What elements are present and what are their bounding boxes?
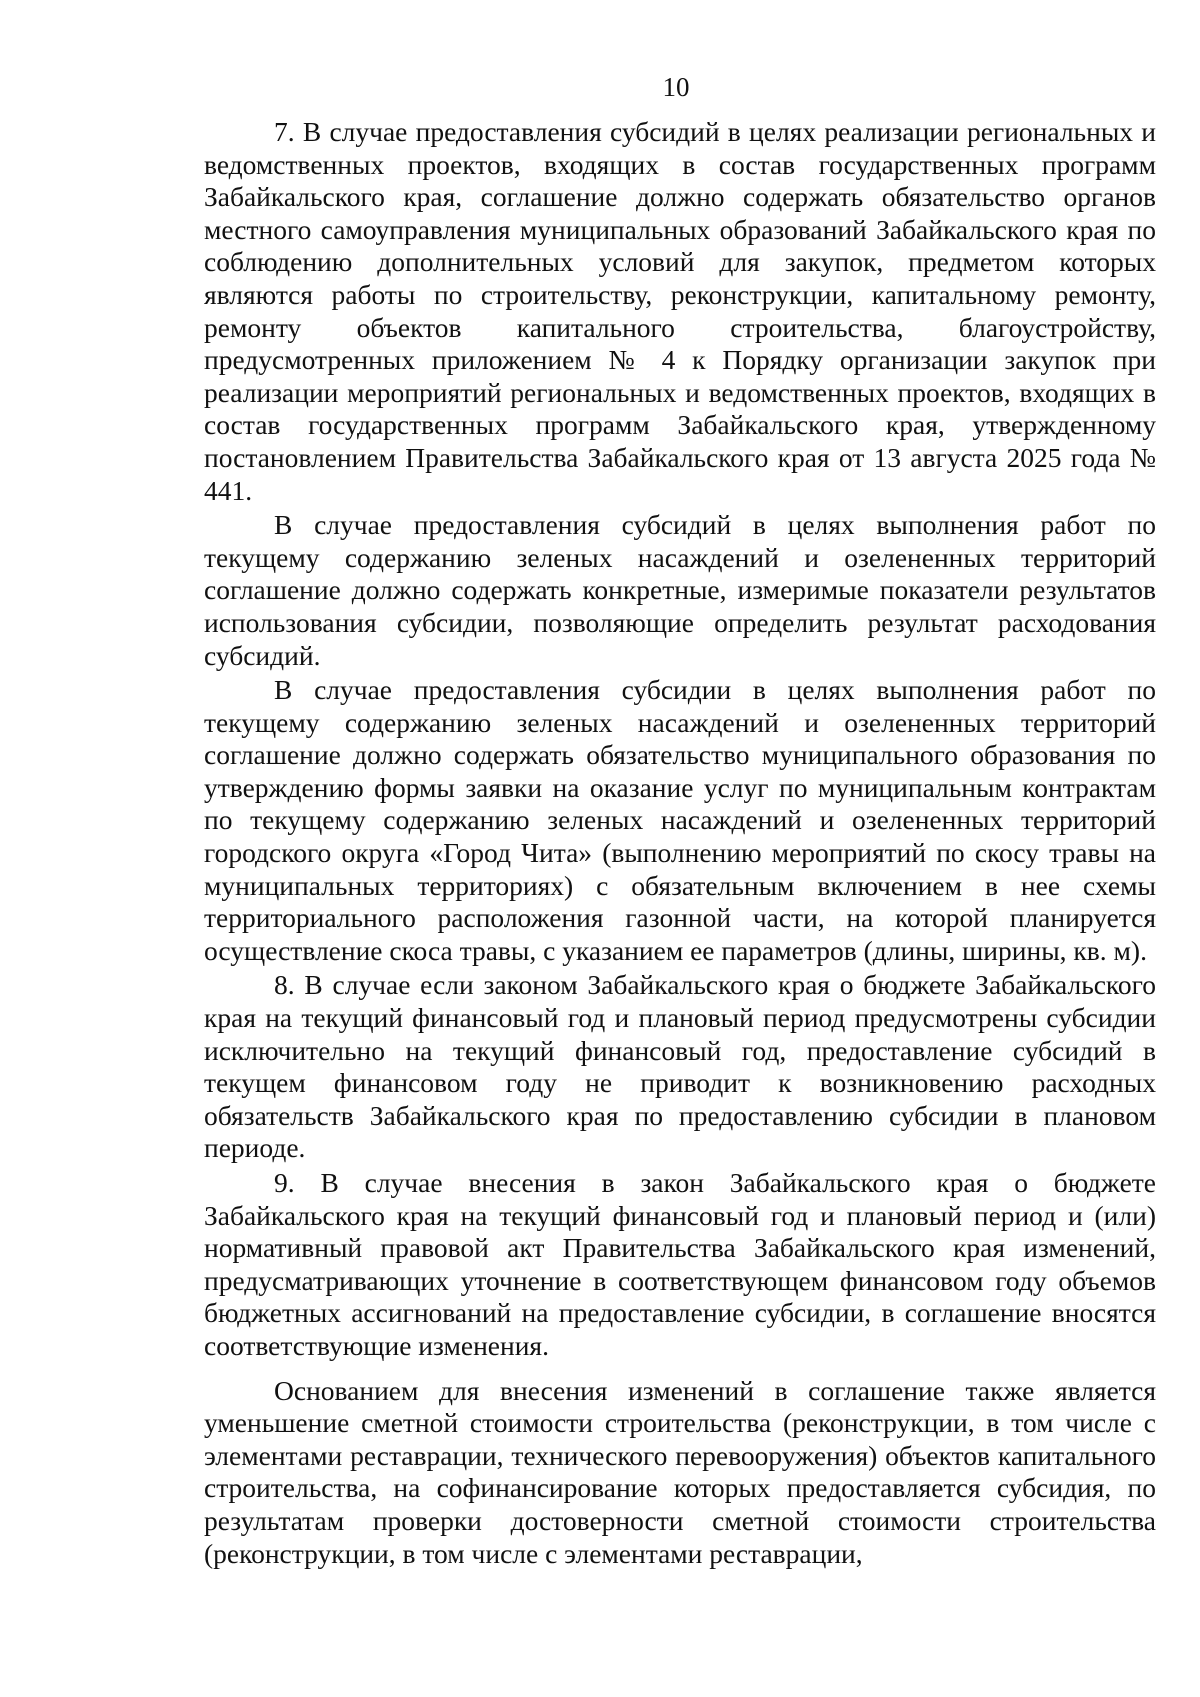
paragraph-7-subsidies-green-application: В случае предоставления субсидии в целях выполнения работ по текущему содержанию зеленых насаждений и озелененных территорий соглашение должно содержать обязательство муниципального образования по утверждению формы заявки на оказание услуг по муниципальным контрактам по текущему содержанию зеленых насаждений и озелененных территорий городского округа «Город Чита» (выполнению мероприятий по скосу травы на муниципальных территориях) с обязательным включением в нее схемы территориального расположения газонной части, на которой планируется осуществление скоса травы, с указанием ее параметров (длины, ширины, кв. м). (204, 674, 1156, 966)
paragraph-9: 9. В случае внесения в закон Забайкальского края о бюджете Забайкальского края на текущий финансовый год и плановый период и (или) нормативный правовой акт Правительства Забайкальского края изменений, предусматривающих уточнение в соответствующем финансовом году объемов бюджетных ассигнований на предоставление субсидии, в соглашение вносятся соответствующие изменения. (204, 1167, 1156, 1361)
paragraph-9-basis: Основанием для внесения изменений в соглашение также является уменьшение сметной стоимости строительства (реконструкции, в том числе с элементами реставрации, технического перевооружения) объектов капитального строительства, на софинансирование которых предоставляется субсидия, по результатам проверки достоверности сметной стоимости строительства (реконструкции, в том числе с элементами реставрации, (204, 1374, 1156, 1569)
paragraph-7-subsidies-green-indicators: В случае предоставления субсидий в целях выполнения работ по текущему содержанию зеленых насаждений и озелененных территорий соглашение должно содержать конкретные, измеримые показатели результатов использования субсидии, позволяющие определить результат расходования субсидий. (204, 509, 1156, 671)
paragraph-7: 7. В случае предоставления субсидий в целях реализации региональных и ведомственных проектов, входящих в состав государственных программ Забайкальского края, соглашение должно содержать обязательство органов местного самоуправления муниципальных образований Забайкальского края по соблюдению дополнительных условий для закупок, предметом которых являются работы по строительству, реконструкции, капитальному ремонту, ремонту объектов капитального строительства, благоустройству, предусмотренных приложением № 4 к Порядку организации закупок при реализации мероприятий региональных и ведомственных проектов, входящих в состав государственных программ Забайкальского края, утвержденному постановлением Правительства Забайкальского края от 13 августа 2025 года № 441. (204, 116, 1156, 506)
document-body (204, 116, 1156, 1570)
paragraph-8: 8. В случае если законом Забайкальского края о бюджете Забайкальского края на текущий финансовый год и плановый период предусмотрены субсидии исключительно на текущий финансовый год, предоставление субсидий в текущем финансовом году не приводит к возникновению расходных обязательств Забайкальского края по предоставлению субсидии в плановом периоде. (204, 969, 1156, 1164)
page-number: 10 (662, 72, 690, 102)
page-number-row (0, 72, 1200, 102)
